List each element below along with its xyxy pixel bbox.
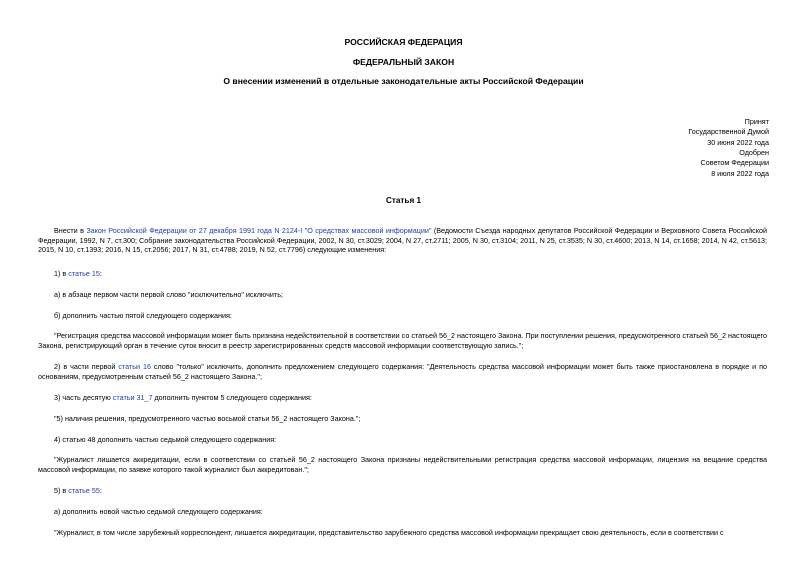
paragraph-item-5a: а) дополнить новой частью седьмой следующего содержания: <box>54 507 263 516</box>
accepted-label: Принят <box>744 117 769 126</box>
paragraph-item-4: 4) статью 48 дополнить частью седьмой следующего содержания: <box>54 435 277 444</box>
approved-label: Одобрен <box>739 148 769 158</box>
paragraph-quote-registration: "Регистрация средства массовой информации может быть признана недействительной в соответствии со статьей 56_2 настоящего Закона. При поступлении решения, предусмотренного статьей 56_2 настоящего Закона, регистрирующий орган в течение суток вносит в реестр зарегистрированных средств массовой информации соответствующую запись."; <box>38 331 767 350</box>
paragraph-text: : <box>99 486 102 495</box>
approved-date: 8 июля 2022 года <box>711 168 769 178</box>
paragraph-item-5 <box>38 486 767 496</box>
article-title: Статья 1 <box>385 196 422 205</box>
paragraph-item-1b: б) дополнить частью пятой следующего содержания: <box>54 311 232 320</box>
paragraph-text: Внести в <box>54 226 87 235</box>
paragraph-item-1a: а) в абзаце первом части первой слово "исключительно" исключить; <box>54 290 283 299</box>
paragraph-intro <box>38 226 767 255</box>
paragraph-quote-correspondent: "Журналист, в том числе зарубежный корреспондент, лишается аккредитации, представительство зарубежного средства массовой информации прекращает свою деятельность, если в соответствии с <box>54 528 724 537</box>
law-type-heading: ФЕДЕРАЛЬНЫЙ ЗАКОН <box>352 57 455 67</box>
paragraph-text: 3) часть десятую <box>54 393 113 402</box>
paragraph-text: : <box>99 269 102 278</box>
paragraph-item-3 <box>38 393 767 403</box>
article-15-link[interactable]: статье 15 <box>68 269 100 278</box>
paragraph-text: дополнить пунктом 5 следующего содержания: <box>152 393 312 402</box>
paragraph-quote-item-5: "5) наличия решения, предусмотренного частью восьмой статьи 56_2 настоящего Закона."; <box>54 414 361 423</box>
article-31-7-link[interactable]: статьи 31_7 <box>112 393 153 402</box>
paragraph-item-1 <box>38 269 767 279</box>
paragraph-text: 2) в части первой <box>54 362 119 371</box>
accepted-date: 30 июня 2022 года <box>707 137 769 147</box>
article-55-link[interactable]: статье 55 <box>68 486 100 495</box>
adoption-info <box>688 117 769 179</box>
paragraph-quote-journalist: "Журналист лишается аккредитации, если в соответствии со статьей 56_2 настоящего Закона признаны недействительными регистрация средства массовой информации, лицензия на вещание средства массовой информации, по заявке которого такой журналист был аккредитован."; <box>38 455 767 474</box>
article-16-link[interactable]: статьи 16 <box>118 362 151 371</box>
law-link[interactable]: Закон Российской Федерации от 27 декабря 1991 года N 2124-I "О средствах массовой информации" <box>86 226 432 235</box>
paragraph-text: слово "только" исключить, дополнить предложением следующего содержания: "Деятельность средства массовой информации может быть также приостановлена в порядке и по основаниям, предусмотренным статьей 56_2 настоящего Закона."; <box>38 362 768 381</box>
approved-by: Советом Федерации <box>700 158 769 168</box>
country-heading: РОССИЙСКАЯ ФЕДЕРАЦИЯ <box>344 37 463 47</box>
paragraph-item-2 <box>38 362 767 381</box>
accepted-by: Государственной Думой <box>688 127 769 137</box>
paragraph-text: 1) в <box>54 269 69 278</box>
paragraph-text: 5) в <box>54 486 69 495</box>
paragraph-text: (Ведомости Съезда народных депутатов Российской Федерации и Верховного Совета Российской Федерации, 1992, N 7, ст.300; Собрание законодательства Российской Федерации, 2002, N 30, ст.3029; 2004, N 27, ст.2711; 2005, N 30, ст.3104; 2011, N 25, ст.3535; N 30, ст.4600; 2013, N 14, ст.1658; 2014, N 42, ст.5613; 2015, N 10, ст.1393; 2016, N 15, ст.2056; 2017, N 31, ст.4788; 2019, N 52, ст.7796) следующие изменения: <box>38 226 767 254</box>
law-title: О внесении изменений в отдельные законодательные акты Российской Федерации <box>223 76 584 86</box>
